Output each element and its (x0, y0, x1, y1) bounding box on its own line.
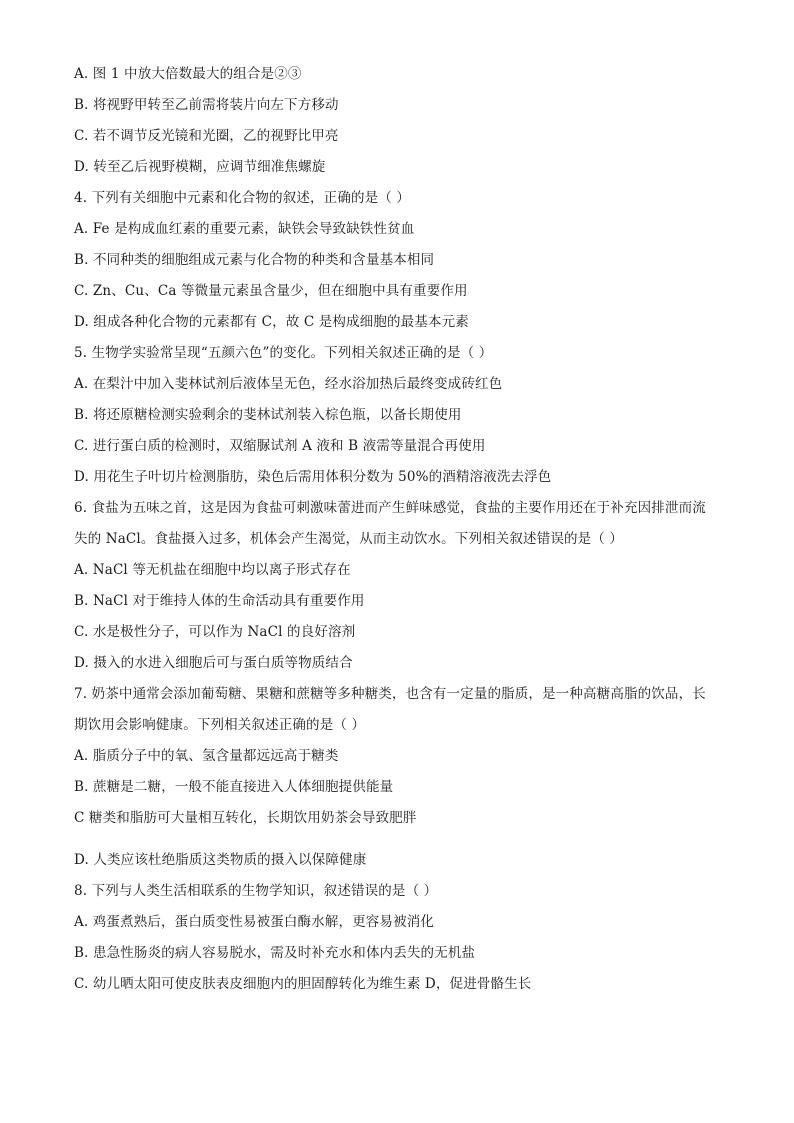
text-line: D. 人类应该杜绝脂质这类物质的摄入以保障健康 (74, 852, 367, 868)
text-line: 6. 食盐为五味之首，这是因为食盐可刺激味蕾进而产生鲜味感觉，食盐的主要作用还在于补充因排泄而流 (74, 500, 706, 516)
text-line: 4. 下列有关细胞中元素和化合物的叙述，正确的是（ ） (74, 190, 411, 206)
text-line: D. 摄入的水进入细胞后可与蛋白质等物质结合 (74, 655, 353, 671)
text-line: A. Fe 是构成血红素的重要元素，缺铁会导致缺铁性贫血 (74, 221, 415, 237)
text-line: C. 若不调节反光镜和光圈，乙的视野比甲亮 (74, 128, 339, 144)
text-line: D. 组成各种化合物的元素都有 C，故 C 是构成细胞的最基本元素 (74, 314, 469, 330)
text-line: B. 不同种类的细胞组成元素与化合物的种类和含量基本相同 (74, 252, 435, 268)
text-line: 7. 奶茶中通常会添加葡萄糖、果糖和蔗糖等多种糖类，也含有一定量的脂质，是一种高糖高脂的饮品，长 (74, 686, 706, 702)
text-line: A. 鸡蛋煮熟后，蛋白质变性易被蛋白酶水解，更容易被消化 (74, 914, 435, 930)
text-line: C. Zn、Cu、Ca 等微量元素虽含量少，但在细胞中具有重要作用 (74, 283, 468, 299)
text-line: B. NaCl 对于维持人体的生命活动具有重要作用 (74, 593, 365, 609)
text-line: A. 图 1 中放大倍数最大的组合是②③ (74, 66, 302, 82)
text-line: A. 脂质分子中的氧、氢含量都远远高于糖类 (74, 748, 339, 764)
text-line: A. 在梨汁中加入斐林试剂后液体呈无色，经水浴加热后最终变成砖红色 (74, 376, 503, 392)
text-line: C. 进行蛋白质的检测时，双缩脲试剂 A 液和 B 液需等量混合再使用 (74, 438, 486, 454)
text-line: 期饮用会影响健康。下列相关叙述正确的是（ ） (74, 717, 366, 733)
text-line: B. 将视野甲转至乙前需将装片向左下方移动 (74, 97, 339, 113)
text-line: 5. 生物学实验常呈现“五颜六色”的变化。下列相关叙述正确的是（ ） (74, 345, 493, 361)
text-line: C. 水是极性分子，可以作为 NaCl 的良好溶剂 (74, 624, 356, 640)
text-line: B. 患急性肠炎的病人容易脱水，需及时补充水和体内丢失的无机盐 (74, 945, 476, 961)
text-line: 失的 NaCl。食盐摄入过多，机体会产生渴觉，从而主动饮水。下列相关叙述错误的是（ ） (74, 531, 624, 547)
text-line: 8. 下列与人类生活相联系的生物学知识，叙述错误的是（ ） (74, 883, 438, 899)
text-line: C 糖类和脂肪可大量相互转化，长期饮用奶茶会导致肥胖 (74, 810, 417, 826)
text-line: D. 用花生子叶切片检测脂肪，染色后需用体积分数为 50%的酒精溶液洗去浮色 (74, 469, 552, 485)
text-line: C. 幼儿晒太阳可使皮肤表皮细胞内的胆固醇转化为维生素 D，促进骨骼生长 (74, 976, 532, 992)
text-line: B. 将还原糖检测实验剩余的斐林试剂装入棕色瓶，以备长期使用 (74, 407, 462, 423)
text-line: A. NaCl 等无机盐在细胞中均以离子形式存在 (74, 562, 351, 578)
question-text (74, 64, 724, 1005)
text-line: B. 蔗糖是二糖，一般不能直接进入人体细胞提供能量 (74, 779, 394, 795)
text-line: D. 转至乙后视野模糊，应调节细准焦螺旋 (74, 159, 326, 175)
